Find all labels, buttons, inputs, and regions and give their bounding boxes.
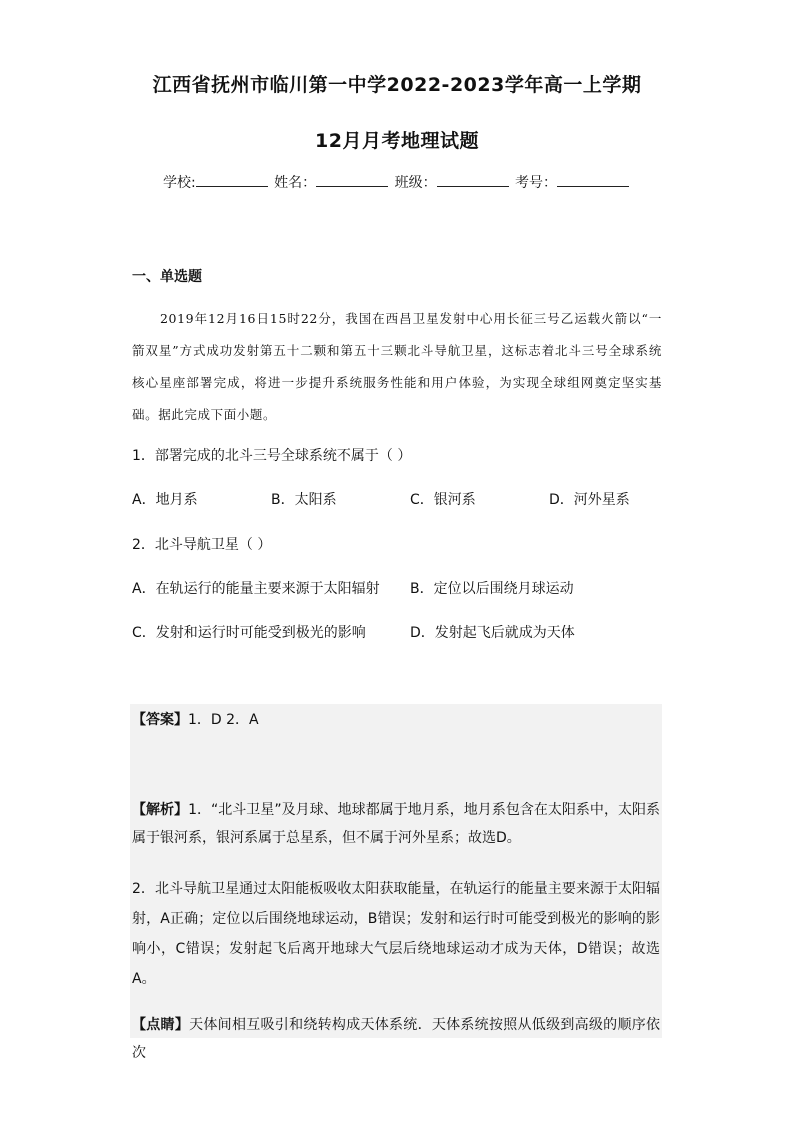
exam-title-line1: 江西省抚州市临川第一中学2022-2023学年高一上学期 [152,74,642,96]
school-label: 学校: [162,175,196,191]
q2-option-b[interactable]: B．定位以后围绕月球运动 [410,581,574,597]
name-label: 姓名： [274,175,317,191]
question-2-stem: 2．北斗导航卫星（ ） [132,537,272,553]
answer-label: 【答案】 [132,712,188,728]
exam-number-label: 考号： [515,175,558,191]
school-blank[interactable] [196,172,268,187]
analysis-text-1: 1．“北斗卫星”及月球、地球都属于地月系，地月系包含在太阳系中，太阳系属于银河系，银河系属于总星系，但不属于河外星系；故选D。 [132,802,660,846]
q2-option-a[interactable]: A．在轨运行的能量主要来源于太阳辐射 [132,581,380,597]
key-point-line [132,1011,660,1067]
class-blank[interactable] [437,172,509,187]
question-1-stem: 1．部署完成的北斗三号全球系统不属于（ ） [132,448,412,464]
name-blank[interactable] [316,172,388,187]
answer-line [132,706,660,734]
section-heading: 一、单选题 [132,269,202,285]
q2-option-d[interactable]: D．发射起飞后就成为天体 [410,625,575,641]
exam-title-line2: 12月月考地理试题 [315,130,479,152]
answer-text: 1．D 2．A [188,712,259,728]
q1-option-a[interactable]: A．地月系 [132,492,198,508]
q1-option-b[interactable]: B．太阳系 [271,492,337,508]
q2-option-c[interactable]: C．发射和运行时可能受到极光的影响 [132,625,366,641]
key-point-text: 天体间相互吸引和绕转构成天体系统．天体系统按照从低级到高级的顺序依次 [132,1017,661,1061]
q1-option-c[interactable]: C．银河系 [410,492,476,508]
student-info-row [0,172,794,192]
analysis-part-1 [132,796,660,852]
key-point-label: 【点睛】 [132,1017,190,1033]
reading-passage: 2019年12月16日15时22分，我国在西昌卫星发射中心用长征三号乙运载火箭以“一箭双星”方式成功发射第五十二颗和第五十三颗北斗导航卫星，这标志着北斗三号全球系统核心星座部署完成，将进一步提升系统服务性能和用户体验，为实现全球组网奠定坚实基础。据此完成下面小题。 [132,311,662,422]
q1-option-d[interactable]: D．河外星系 [549,492,630,508]
exam-number-blank[interactable] [557,172,629,187]
analysis-part-2: 2．北斗导航卫星通过太阳能板吸收太阳获取能量，在轨运行的能量主要来源于太阳辐射，A正确；定位以后围绕地球运动，B错误；发射和运行时可能受到极光的影响的影响小，C错误；发射起飞后离开地球大气层后绕地球运动才成为天体，D错误；故选A。 [132,881,660,987]
class-label: 班级： [394,175,437,191]
analysis-label: 【解析】 [132,802,189,818]
